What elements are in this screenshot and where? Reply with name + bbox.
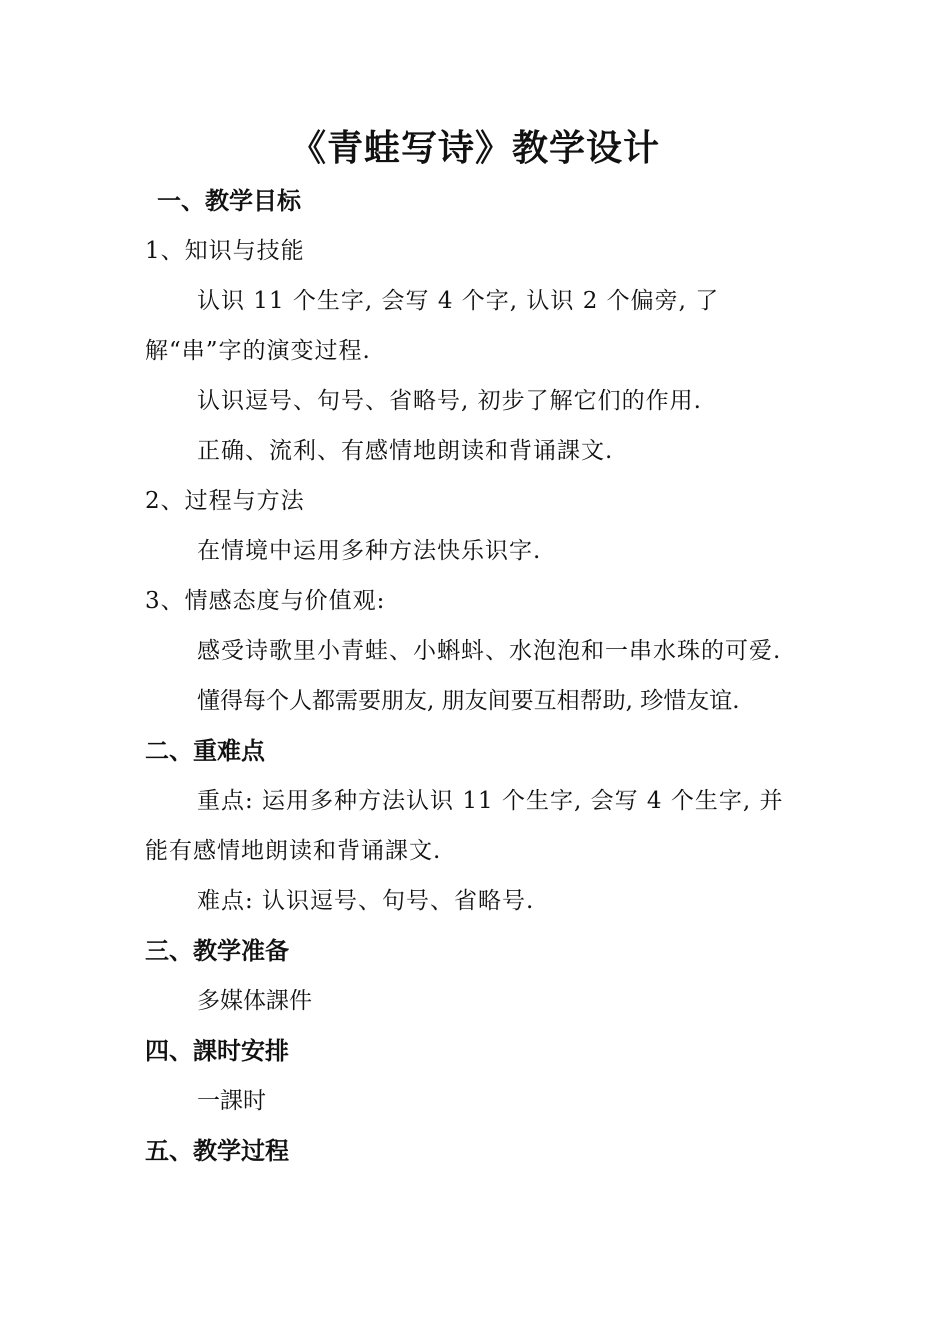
paragraph-knowledge-2: 认识逗号、句号、省略号, 初步了解它们的作用. [197, 388, 702, 414]
paragraph-schedule: 一課时 [197, 1088, 266, 1114]
paragraph-process-1: 在情境中运用多种方法快乐识字. [197, 538, 542, 564]
document-body [145, 176, 805, 1176]
paragraph-emotion-1: 感受诗歌里小青蛙、小蝌蚪、水泡泡和一串水珠的可爱. [197, 638, 782, 664]
section-heading-teaching-process: 五、教学过程 [145, 1136, 289, 1165]
section-heading-schedule: 四、課时安排 [145, 1036, 289, 1065]
paragraph-emotion-2: 懂得每个人都需要朋友, 朋友间要互相帮助, 珍惜友谊. [197, 688, 740, 714]
paragraph-preparation: 多媒体課件 [197, 988, 312, 1014]
paragraph-key-point: 重点: 运用多种方法认识 11 个生字, 会写 4 个生字, 并能有感情地朗读和背诵課文. [145, 788, 784, 864]
subheading-process-methods: 2、过程与方法 [145, 488, 305, 514]
paragraph-knowledge-1: 认识 11 个生字, 会写 4 个字, 认识 2 个偏旁, 了解“串”字的演变过程. [145, 288, 720, 364]
section-heading-preparation: 三、教学准备 [145, 936, 289, 965]
subheading-knowledge-skills: 1、知识与技能 [145, 238, 305, 264]
paragraph-difficult-point: 难点: 认识逗号、句号、省略号. [197, 888, 535, 914]
section-heading-key-points: 二、重难点 [145, 736, 265, 765]
subheading-emotion-values: 3、情感态度与价值观: [145, 588, 386, 614]
paragraph-knowledge-3: 正确、流利、有感情地朗读和背诵課文. [197, 438, 614, 464]
document-title: 《青蛙写诗》教学设计 [289, 127, 660, 169]
section-heading-teaching-goals: 一、教学目标 [157, 186, 301, 215]
